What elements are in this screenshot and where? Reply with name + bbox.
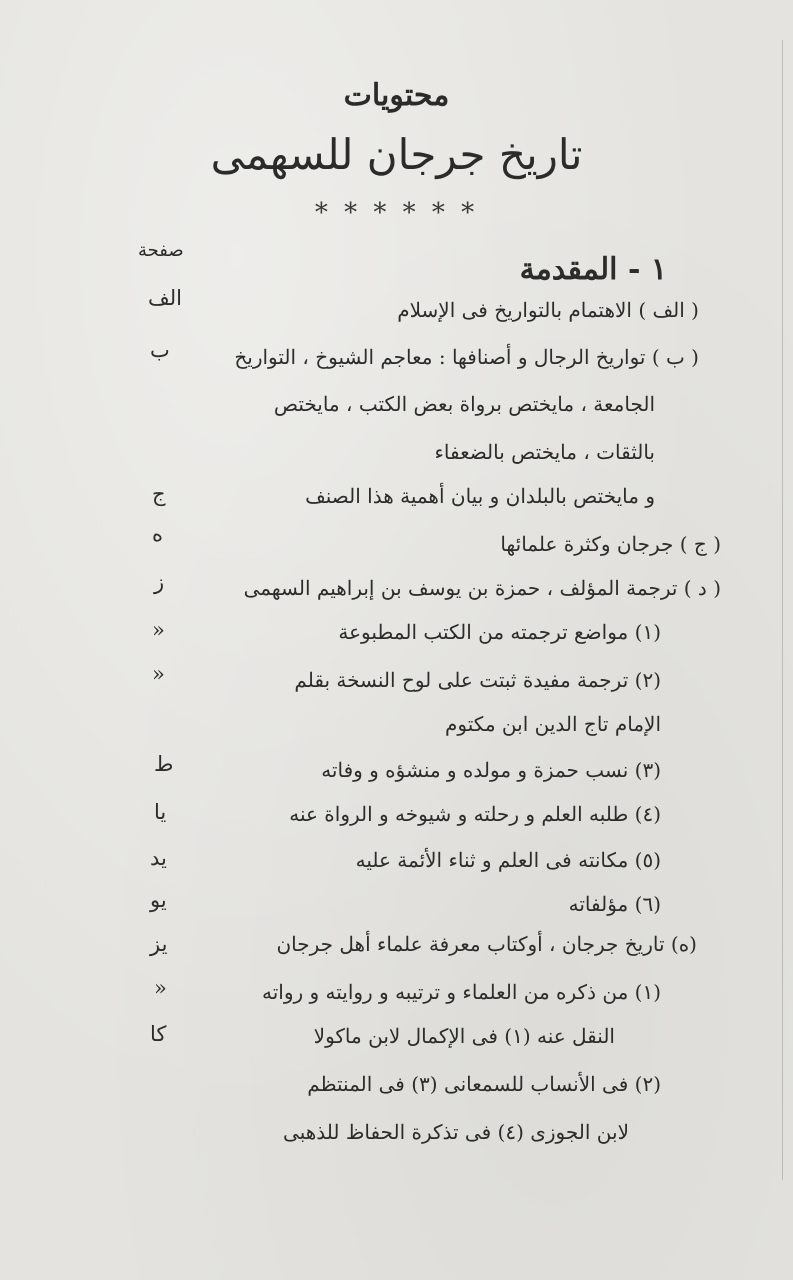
toc-entry [101,620,661,650]
toc-entry-text: لابن الجوزى (٤) فى تذكرة الحفاظ للذهبى [283,1120,629,1144]
toc-entry-text: ( د ) ترجمة المؤلف ، حمزة بن يوسف بن إبراهيم السهمى [243,576,721,600]
toc-page-number: كا [150,1022,167,1046]
toc-entry-text: ( الف ) الاهتمام بالتواريخ فى الإسلام [397,298,699,322]
toc-entry [101,668,661,698]
toc-entry [101,802,661,832]
toc-entry-text: (١) مواضع ترجمته من الكتب المطبوعة [338,620,661,644]
toc-entry [101,892,661,922]
book-title: تاريخ جرجان للسهمى [210,130,583,179]
toc-entry-text: (٤) طلبه العلم و رحلته و شيوخه و الرواة عنه [289,802,661,826]
toc-page-number: ط [154,752,174,776]
toc-entry [97,932,697,962]
toc-entry-text: النقل عنه (١) فى الإكمال لابن ماكولا [313,1024,615,1048]
toc-entry-text: (ه) تاريخ جرجان ، أوكتاب معرفة علماء أهل جرجان [276,932,697,956]
toc-entry [95,392,655,422]
toc-entry-text: (٦) مؤلفاته [568,892,661,916]
ornament-divider: * * * * * * [314,198,479,228]
toc-entry-text: الجامعة ، مايختص برواة بعض الكتب ، مايختص [273,392,655,416]
toc-entry [69,1120,629,1150]
toc-page-number: ه [152,522,164,546]
toc-page-number: الف [148,286,182,310]
toc-entry [95,440,655,470]
toc-page-number: ب [150,338,170,362]
toc-entry [101,848,661,878]
toc-entry [95,484,655,514]
toc-page-number: يو [150,888,167,912]
toc-entry-text: الإمام تاج الدين ابن مكتوم [445,712,661,736]
toc-page-number: ج [152,482,166,506]
toc-page-number: يد [150,846,167,870]
toc-entry-text: (٢) فى الأنساب للسمعانى (٣) فى المنتظم [307,1072,661,1096]
toc-entry [55,1024,615,1054]
toc-page-number: « [152,618,165,642]
toc-page-number: يا [154,800,167,824]
toc-entry [101,980,661,1010]
toc-entry [101,758,661,788]
toc-entry-text: (١) من ذكره من العلماء و ترتيبه و روايته و رواته [261,980,661,1004]
toc-entry [139,298,699,328]
toc-page-number: ز [154,570,165,594]
toc-page-number: « [154,976,167,1000]
toc-entry-text: بالثقات ، مايختص بالضعفاء [434,440,655,464]
toc-entry [107,252,667,292]
toc-entry-text: (٢) ترجمة مفيدة ثبتت على لوح النسخة بقلم [294,668,661,692]
toc-page-number: يز [150,932,168,956]
toc-entry [119,345,699,375]
toc-page-number: « [152,662,165,686]
page-column-label: صفحة [138,240,184,261]
toc-entry [101,712,661,742]
page-title: محتويات [343,78,450,113]
toc-entry [101,1072,661,1102]
toc-entry-text: و مايختص بالبلدان و بيان أهمية هذا الصنف [305,484,655,508]
toc-entry [121,576,721,606]
toc-entry-text: (٣) نسب حمزة و مولده و منشؤه و وفاته [321,758,661,782]
toc-entry-text: (٥) مكانته فى العلم و ثناء الأئمة عليه [355,848,661,872]
toc-entry-text: ١ - المقدمة [519,252,667,287]
toc-entry [161,532,721,562]
toc-entry-text: ( ب ) تواريخ الرجال و أصنافها : معاجم الشيوخ ، التواريخ [234,345,699,369]
toc-entry-text: ( ج ) جرجان وكثرة علمائها [500,532,721,556]
